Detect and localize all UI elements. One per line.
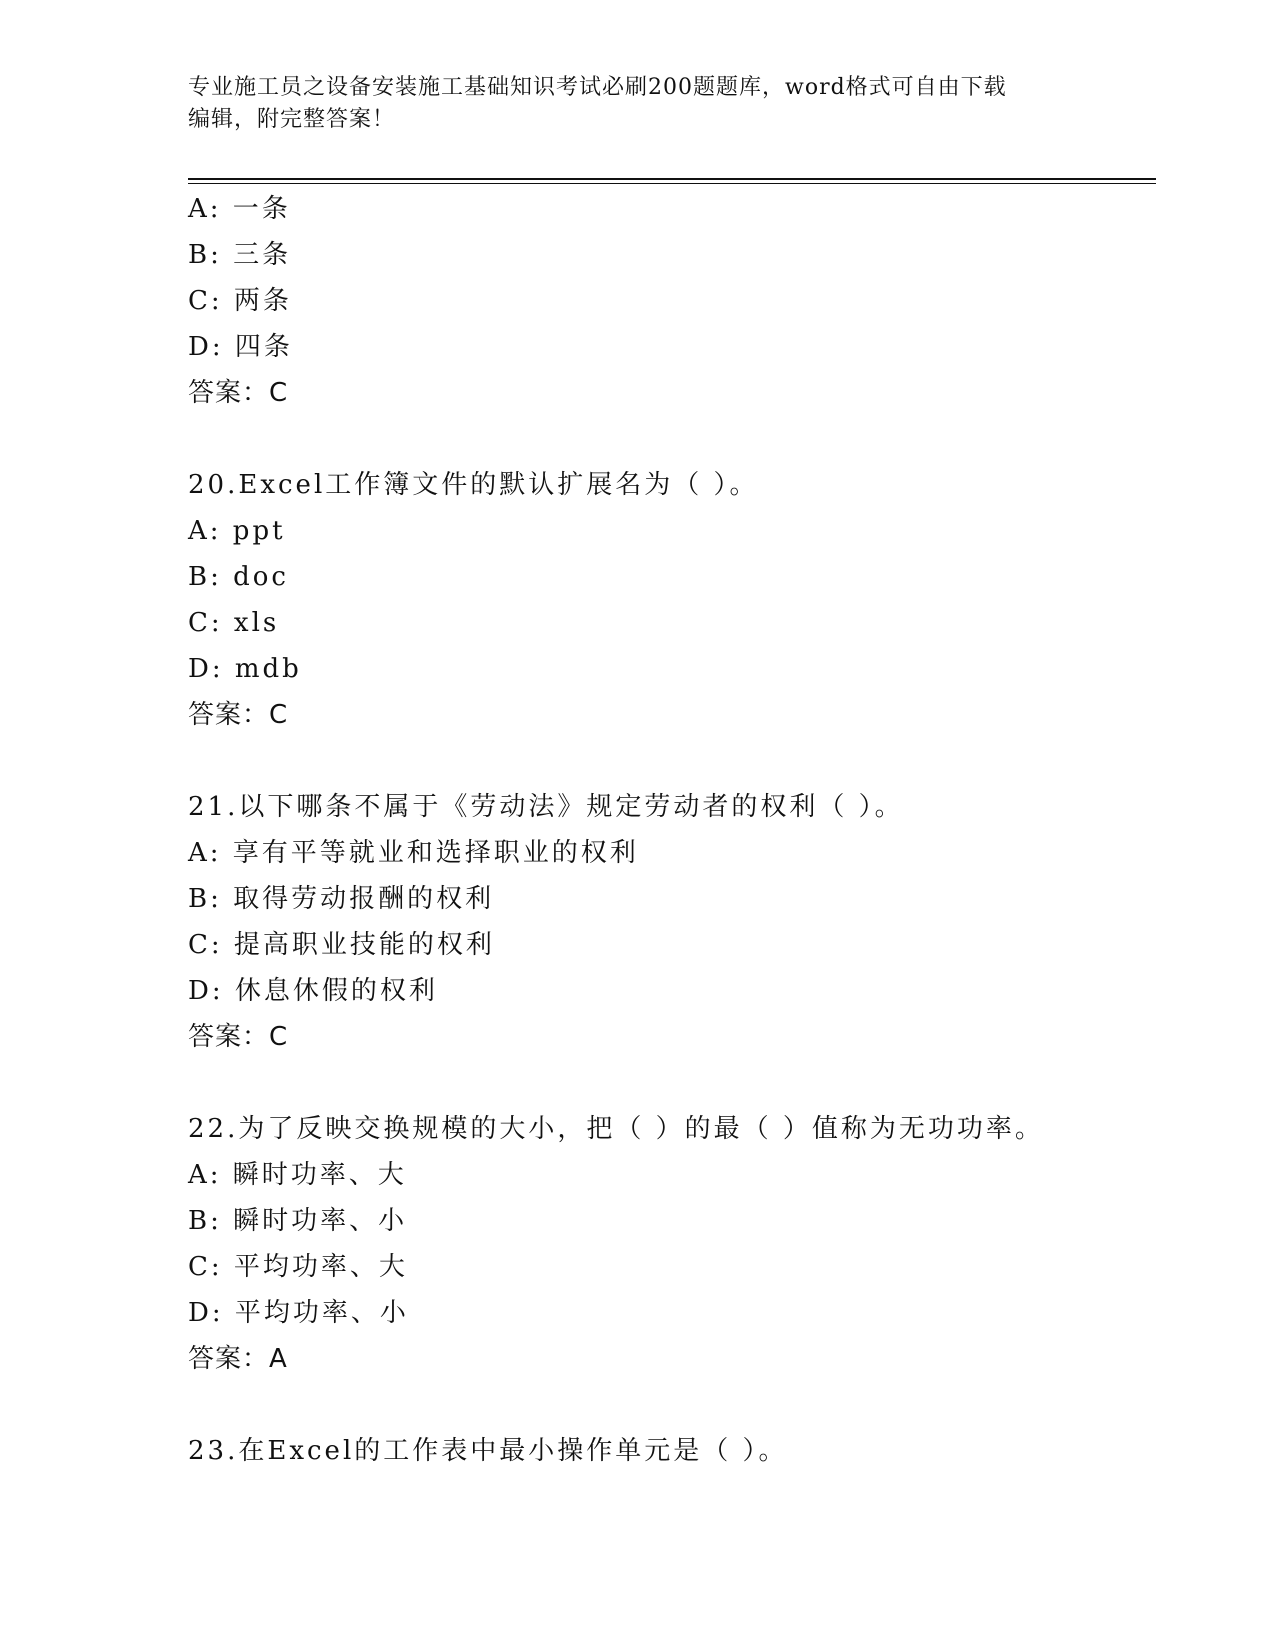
option-a: A: 瞬时功率、大 — [188, 1160, 407, 1190]
option-b: B: doc — [188, 562, 289, 592]
option-b: B: 取得劳动报酬的权利 — [188, 884, 495, 914]
option-c: C: xls — [188, 608, 280, 638]
document-header — [188, 72, 1088, 136]
question-22 — [188, 1106, 1148, 1382]
question-23 — [188, 1428, 1148, 1474]
question-21 — [188, 784, 1148, 1060]
question-list — [188, 186, 1148, 1474]
option-d: D: mdb — [188, 654, 302, 684]
answer: 答案：C — [188, 1022, 289, 1052]
option-a: A: ppt — [188, 516, 286, 546]
header-divider-thin — [188, 183, 1156, 184]
answer: 答案：A — [188, 1344, 288, 1374]
answer: 答案：C — [188, 700, 289, 730]
header-divider — [188, 178, 1156, 180]
header-line-1: 专业施工员之设备安装施工基础知识考试必刷200题题库，word格式可自由下载 — [188, 75, 1007, 100]
option-d: D: 四条 — [188, 332, 293, 362]
option-c: C: 两条 — [188, 286, 292, 316]
option-c: C: 提高职业技能的权利 — [188, 930, 495, 960]
question-stem: 23.在Excel的工作表中最小操作单元是（ ）。 — [188, 1436, 788, 1466]
question-19 — [188, 186, 1148, 416]
answer: 答案：C — [188, 378, 289, 408]
question-stem: 20.Excel工作簿文件的默认扩展名为（ ）。 — [188, 470, 759, 500]
option-c: C: 平均功率、大 — [188, 1252, 408, 1282]
option-b: B: 瞬时功率、小 — [188, 1206, 408, 1236]
question-20 — [188, 462, 1148, 738]
option-d: D: 休息休假的权利 — [188, 976, 438, 1006]
option-d: D: 平均功率、小 — [188, 1298, 409, 1328]
option-a: A: 享有平等就业和选择职业的权利 — [188, 838, 639, 868]
option-b: B: 三条 — [188, 240, 292, 270]
option-a: A: 一条 — [188, 194, 291, 224]
question-stem: 22.为了反映交换规模的大小，把（ ）的最（ ）值称为无功功率。 — [188, 1114, 1044, 1144]
header-line-2: 编辑，附完整答案！ — [188, 107, 396, 132]
question-stem: 21.以下哪条不属于《劳动法》规定劳动者的权利（ ）。 — [188, 792, 904, 822]
